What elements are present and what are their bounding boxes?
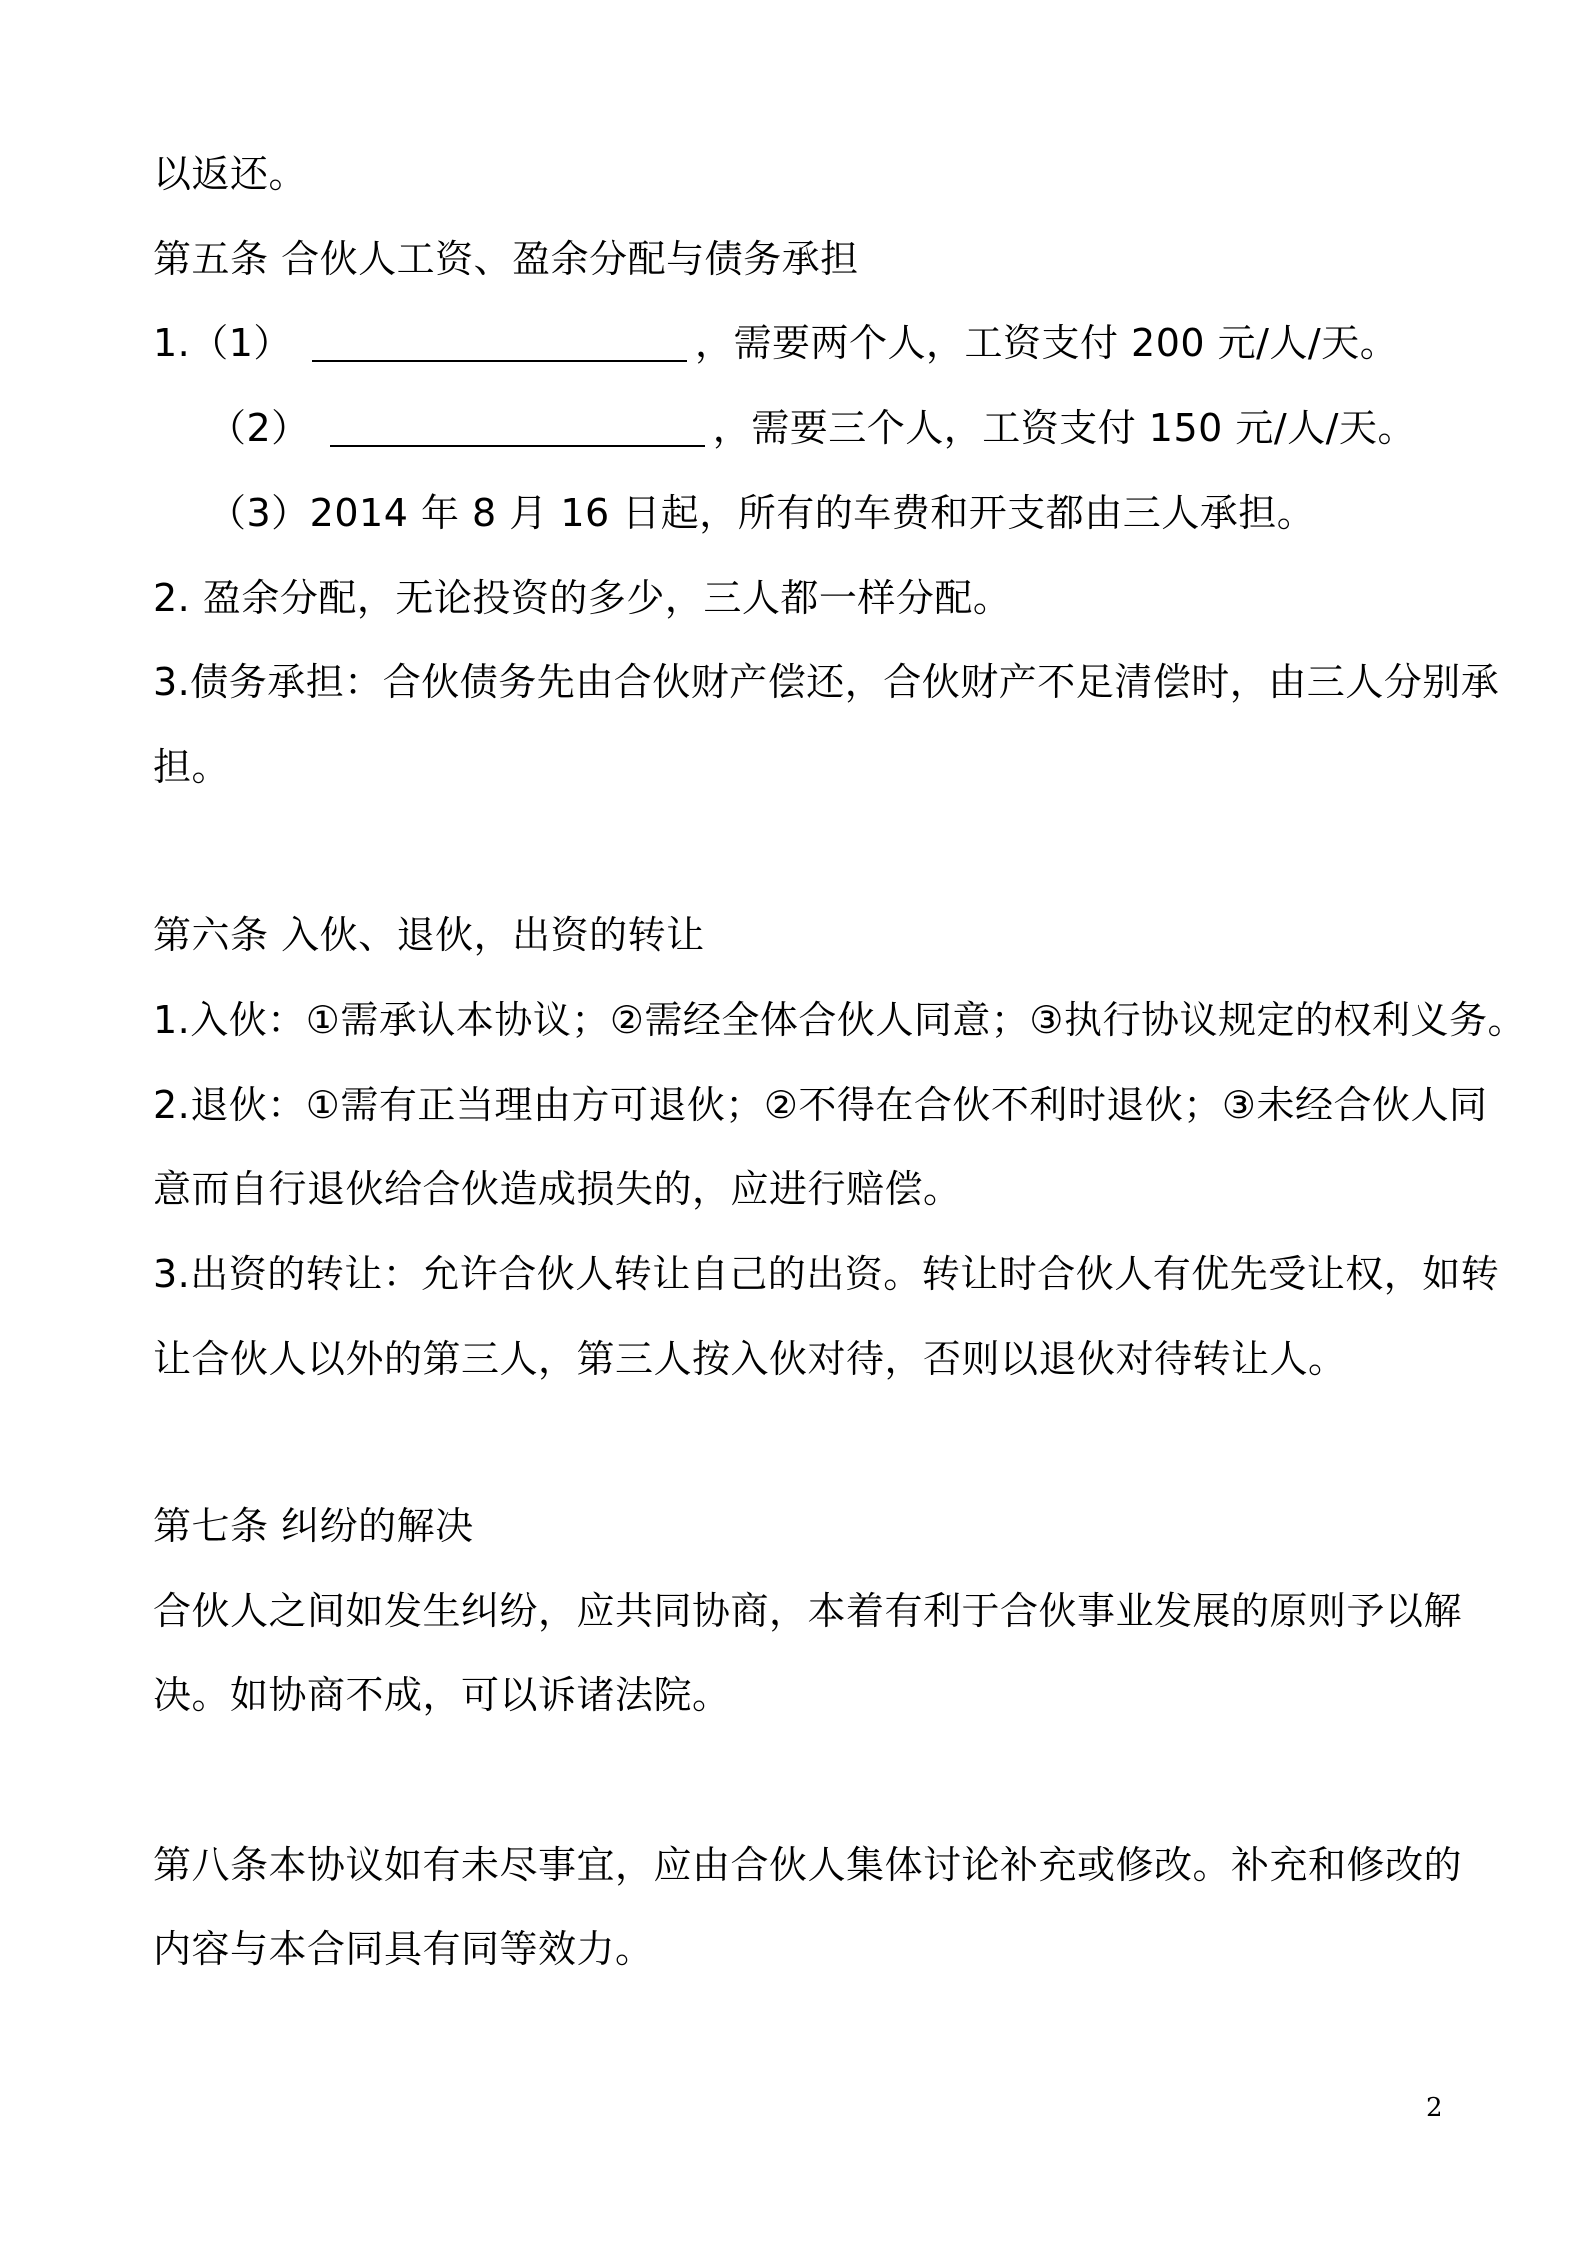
wage-item-1-number: 1.（1） — [153, 321, 292, 365]
dispute-clause-line-1: 合伙人之间如发生纠纷，应共同协商，本着有利于合伙事业发展的原则予以解 — [153, 1589, 1463, 1633]
wage-item-3: （3）2014 年 8 月 16 日起，所有的车费和开支都由三人承担。 — [208, 491, 1316, 535]
article-6-heading: 第六条 入伙、退伙，出资的转让 — [153, 913, 705, 957]
text-line-continuation: 以返还。 — [153, 152, 308, 196]
debt-clause-line-2: 担。 — [153, 745, 231, 789]
transfer-clause-line-2: 让合伙人以外的第三人，第三人按入伙对待，否则以退伙对待转让人。 — [153, 1337, 1347, 1381]
withdrawal-clause-line-2: 意而自行退伙给合伙造成损失的，应进行赔偿。 — [153, 1167, 962, 1211]
article-8-line-1: 第八条本协议如有未尽事宜，应由合伙人集体讨论补充或修改。补充和修改的 — [153, 1843, 1463, 1887]
article-7-heading: 第七条 纠纷的解决 — [153, 1504, 474, 1548]
transfer-clause-line-1: 3.出资的转让：允许合伙人转让自己的出资。转让时合伙人有优先受让权，如转 — [153, 1252, 1500, 1296]
wage-item-1 — [153, 320, 1398, 366]
page-number: 2 — [1426, 2093, 1443, 2123]
article-5-heading: 第五条 合伙人工资、盈余分配与债务承担 — [153, 237, 859, 281]
profit-distribution-clause: 2. 盈余分配，无论投资的多少，三人都一样分配。 — [153, 576, 1012, 620]
wage-item-2-text: ，需要三个人，工资支付 150 元/人/天。 — [712, 406, 1416, 450]
wage-item-1-text: ，需要两个人，工资支付 200 元/人/天。 — [694, 321, 1399, 365]
debt-clause-line-1: 3.债务承担：合伙债务先由合伙财产偿还，合伙财产不足清偿时，由三人分别承 — [153, 660, 1500, 704]
wage-item-1-blank[interactable] — [312, 320, 687, 362]
wage-item-2-blank[interactable] — [330, 405, 705, 447]
article-8-line-2: 内容与本合同具有同等效力。 — [153, 1927, 654, 1971]
admission-clause: 1.入伙：①需承认本协议；②需经全体合伙人同意；③执行协议规定的权利义务。 — [153, 998, 1526, 1042]
wage-item-2 — [208, 405, 1416, 451]
dispute-clause-line-2: 决。如协商不成，可以诉诸法院。 — [153, 1673, 731, 1717]
withdrawal-clause-line-1: 2.退伙：①需有正当理由方可退伙；②不得在合伙不利时退伙；③未经合伙人同 — [153, 1083, 1488, 1127]
wage-item-2-number: （2） — [208, 406, 310, 450]
